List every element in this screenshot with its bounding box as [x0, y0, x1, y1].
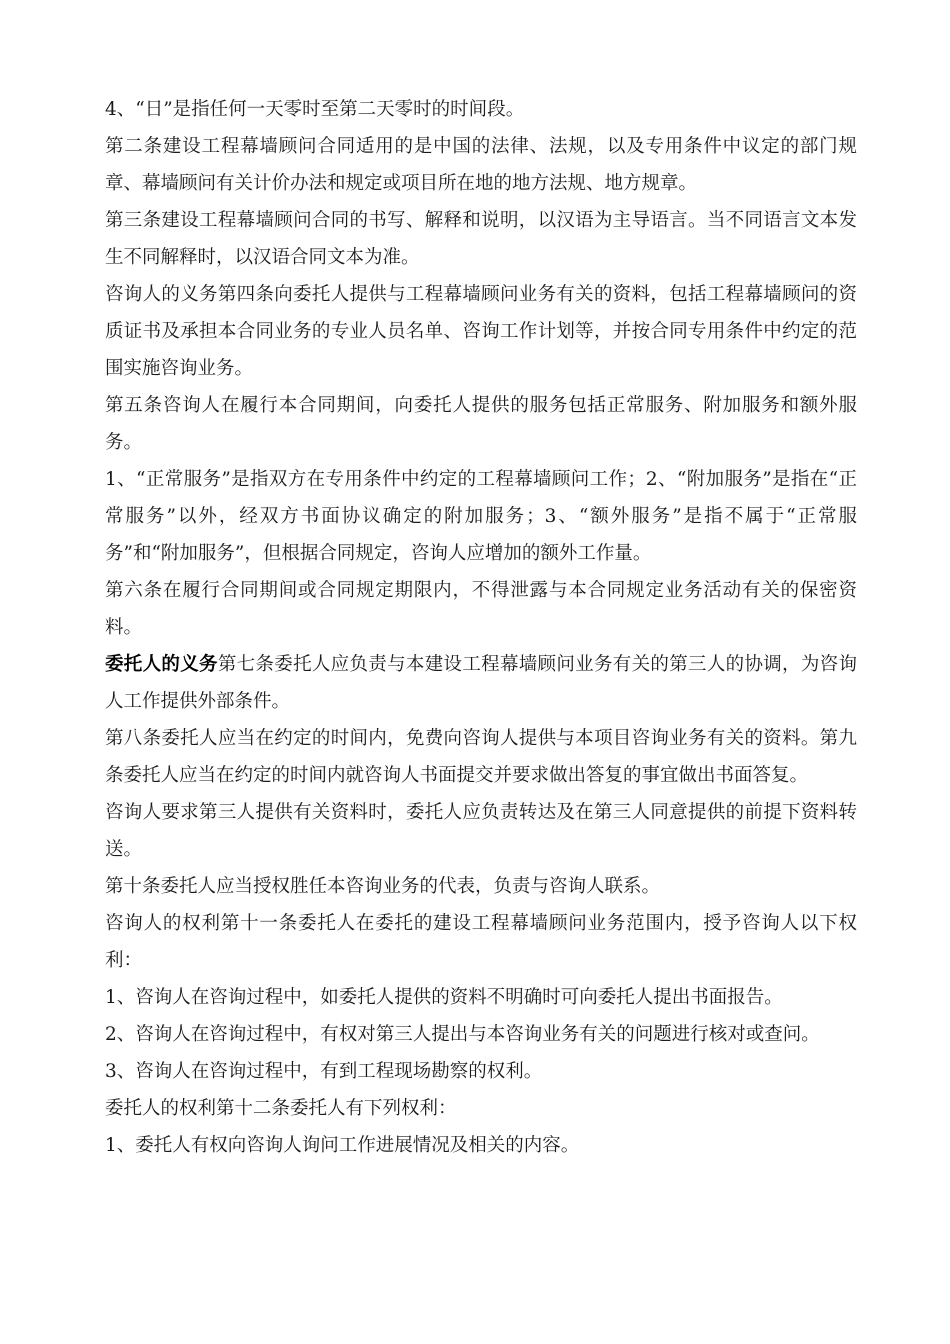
paragraph-4 [105, 276, 857, 387]
paragraph-3 [105, 202, 857, 276]
paragraph-text: 2、咨询人在咨询过程中，有权对第三人提出与本咨询业务有关的问题进行核对或查问。 [105, 1024, 820, 1045]
paragraph-text: 1、咨询人在咨询过程中，如委托人提供的资料不明确时可向委托人提出书面报告。 [105, 987, 783, 1008]
paragraph-12 [105, 905, 857, 979]
paragraph-9 [105, 720, 857, 794]
paragraph-text: 第二条建设工程幕墙顾问合同适用的是中国的法律、法规，以及专用条件中议定的部门规章、幕墙顾问有关计价办法和规定或项目所在地的地方法规、地方规章。 [105, 136, 857, 194]
paragraph-15 [105, 1053, 857, 1090]
paragraph-text: 咨询人要求第三人提供有关资料时，委托人应负责转达及在第三人同意提供的前提下资料转送。 [105, 802, 857, 860]
paragraph-text: 第五条咨询人在履行本合同期间，向委托人提供的服务包括正常服务、附加服务和额外服务。 [105, 395, 857, 453]
paragraph-text: 第三条建设工程幕墙顾问合同的书写、解释和说明，以汉语为主导语言。当不同语言文本发生不同解释时，以汉语合同文本为准。 [105, 210, 857, 268]
paragraph-1 [105, 91, 857, 128]
paragraph-2 [105, 128, 857, 202]
paragraph-text: 第六条在履行合同期间或合同规定期限内，不得泄露与本合同规定业务活动有关的保密资料。 [105, 580, 857, 638]
paragraph-text: 4、“日”是指任何一天零时至第二天零时的时间段。 [105, 99, 525, 120]
paragraph-text: 咨询人的权利第十一条委托人在委托的建设工程幕墙顾问业务范围内，授予咨询人以下权利： [105, 913, 857, 971]
paragraph-8 [105, 646, 857, 720]
paragraph-text: 第八条委托人应当在约定的时间内，免费向咨询人提供与本项目咨询业务有关的资料。第九条委托人应当在约定的时间内就咨询人书面提交并要求做出答复的事宜做出书面答复。 [105, 728, 857, 786]
section-heading-client-obligations: 委托人的义务 [105, 654, 218, 675]
paragraph-11 [105, 868, 857, 905]
paragraph-text: 第七条委托人应负责与本建设工程幕墙顾问业务有关的第三人的协调，为咨询人工作提供外部条件。 [105, 654, 857, 712]
paragraph-17 [105, 1127, 857, 1164]
paragraph-text: 委托人的权利第十二条委托人有下列权利： [105, 1098, 457, 1119]
paragraph-text: 3、咨询人在咨询过程中，有到工程现场勘察的权利。 [105, 1061, 543, 1082]
paragraph-7 [105, 572, 857, 646]
paragraph-6 [105, 461, 857, 572]
paragraph-text: 1、“正常服务”是指双方在专用条件中约定的工程幕墙顾问工作；2、“附加服务”是指在“正常服务”以外，经双方书面协议确定的附加服务；3、“额外服务”是指不属于“正常服务”和“附加服务”，但根据合同规定，咨询人应增加的额外工作量。 [105, 469, 857, 564]
paragraph-16 [105, 1090, 857, 1127]
paragraph-5 [105, 387, 857, 461]
paragraph-text: 第十条委托人应当授权胜任本咨询业务的代表，负责与咨询人联系。 [105, 876, 661, 897]
paragraph-text: 咨询人的义务第四条向委托人提供与工程幕墙顾问业务有关的资料，包括工程幕墙顾问的资质证书及承担本合同业务的专业人员名单、咨询工作计划等，并按合同专用条件中约定的范围实施咨询业务。 [105, 284, 857, 379]
paragraph-13 [105, 979, 857, 1016]
document-body [105, 91, 857, 1164]
paragraph-14 [105, 1016, 857, 1053]
paragraph-10 [105, 794, 857, 868]
paragraph-text: 1、委托人有权向咨询人询问工作进展情况及相关的内容。 [105, 1135, 580, 1156]
